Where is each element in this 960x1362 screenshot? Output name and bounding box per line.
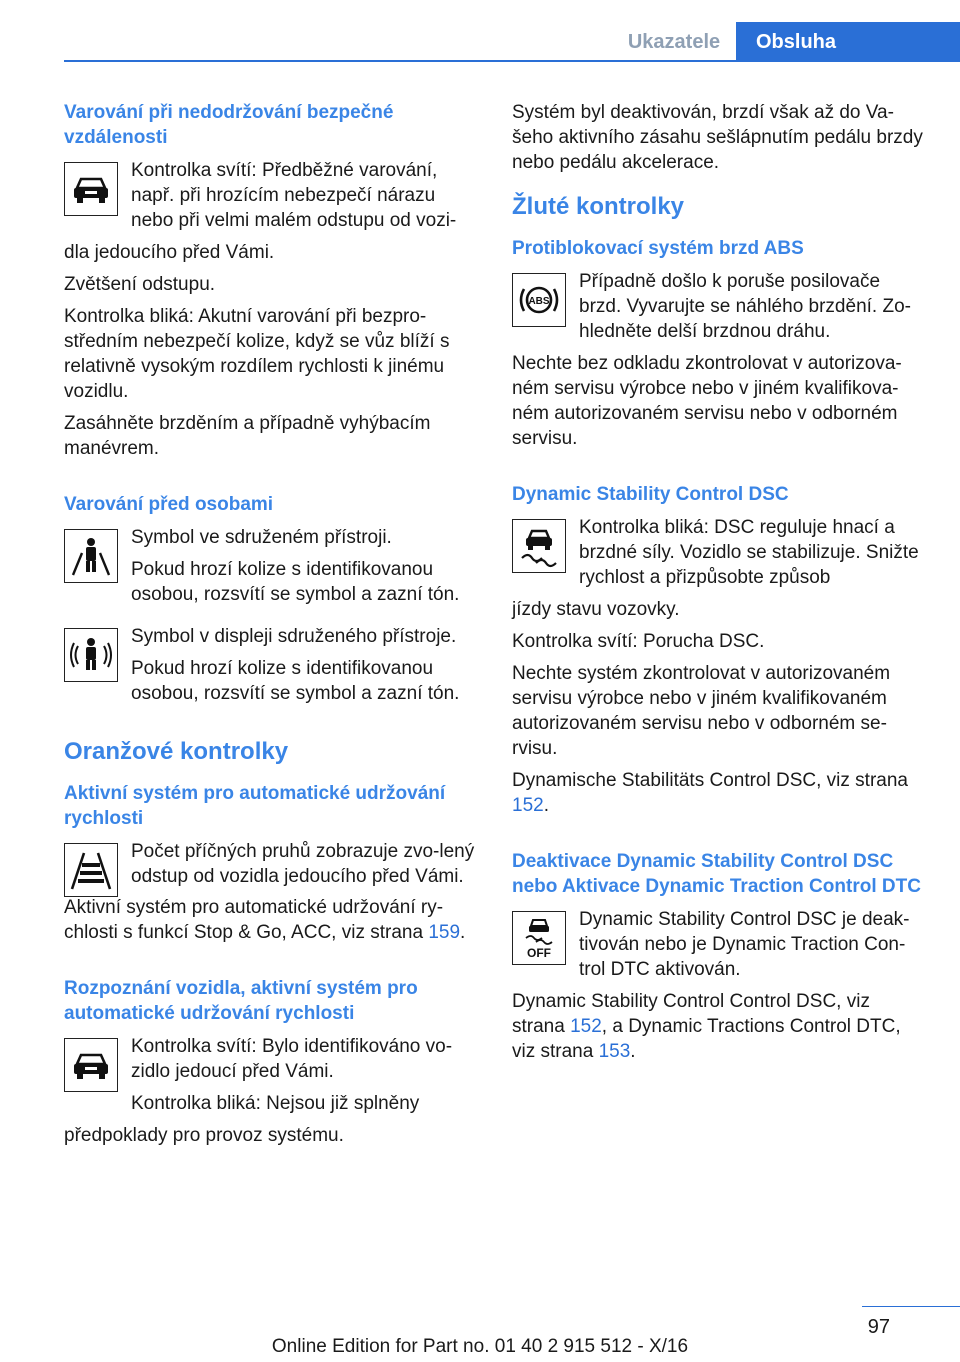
page-link[interactable]: 159 <box>428 922 461 943</box>
paragraph: Dynamische Stabilitäts Control DSC, viz strana 152. <box>512 770 908 816</box>
paragraph: dla jedoucího před Vámi. <box>64 242 275 263</box>
paragraph: jízdy stavu vozovky. <box>512 599 680 620</box>
pedestrian-sound-icon <box>64 628 118 682</box>
paragraph: Kontrolka bliká: DSC reguluje hnací a brzdné síly. Vozidlo se stabilizuje. Snižte rychlost a přizpůsobte způsob <box>579 517 919 588</box>
dsc-off-icon <box>512 911 566 965</box>
section-heading-distance-warning: Varování při nedodržování bezpečné vzdálenosti <box>64 102 394 148</box>
icon-block-acc <box>64 839 478 895</box>
section-heading-yellow-lights: Žluté kontrolky <box>512 193 685 220</box>
paragraph: předpoklady pro provoz systému. <box>64 1125 344 1146</box>
paragraph: Dynamic Stability Control DSC je deak‐tivován nebo je Dynamic Traction Con‐trol DTC aktivován. <box>579 909 910 980</box>
icon-block-vehicle-detection <box>64 1034 478 1116</box>
tab-ukazatele[interactable]: Ukazatele <box>627 30 721 53</box>
page-link[interactable]: 152 <box>570 1016 602 1037</box>
page-link[interactable]: 153 <box>598 1041 631 1062</box>
paragraph: Symbol ve sdruženém přístroji. <box>131 527 392 548</box>
paragraph: Kontrolka svítí: Předběžné varování, např. při hrozícím nebezpečí nárazu nebo při velmi malém odstupu od vozi‐ <box>131 160 457 231</box>
paragraph: Počet příčných pruhů zobrazuje zvo‐lený odstup od vozidla jedoucího před Vámi. <box>131 841 475 887</box>
paragraph: Systém byl deaktivován, brzdí však až do Va‐šeho aktivního zásahu sešlápnutím pedálu brzdy nebo pedálu akcelerace. <box>512 102 923 173</box>
header-rule <box>64 60 960 62</box>
svg-text:ABS: ABS <box>528 296 550 307</box>
icon-block-dsc-off <box>512 907 926 982</box>
section-heading-pedestrian-warning: Varování před osobami <box>64 494 274 515</box>
icon-block-pedestrian-display <box>64 624 478 706</box>
icon-block-abs <box>512 269 926 344</box>
edition-line: Online Edition for Part no. 01 40 2 915 512 - X/16 <box>271 1336 689 1357</box>
pedestrian-warning-icon <box>64 529 118 583</box>
paragraph: Kontrolka svítí: Bylo identifikováno vo‐zidlo jedoucí před Vámi. <box>131 1036 453 1082</box>
paragraph: Nechte bez odkladu zkontrolovat v autorizova‐ném servisu výrobce nebo v jiném kvalifikova‐ném autorizovaném servisu nebo v odborném servisu. <box>512 353 902 449</box>
distance-bars-icon <box>64 843 118 897</box>
off-label: OFF <box>527 946 551 960</box>
paragraph: Případně došlo k poruše posilovače brzd. Vyvarujte se náhlého brzdění. Zo‐hledněte delší brzdnou dráhu. <box>579 271 911 342</box>
section-heading-orange-lights: Oranžové kontrolky <box>64 738 289 765</box>
page-link[interactable]: 152 <box>512 795 544 816</box>
paragraph: Dynamic Stability Control Control DSC, viz strana 152, a Dynamic Tractions Control DTC, viz strana 153. <box>512 991 901 1062</box>
paragraph: Kontrolka bliká: Nejsou již splněny <box>131 1093 420 1114</box>
car-front-icon <box>64 162 118 216</box>
paragraph: Symbol v displeji sdruženého přístroje. <box>131 626 457 647</box>
paragraph: Zasáhněte brzděním a případně vyhýbacím manévrem. <box>64 413 431 459</box>
page-number: 97 <box>867 1316 890 1338</box>
icon-block-distance <box>64 158 478 233</box>
section-heading-dsc-off: Deaktivace Dynamic Stability Control DSC nebo Aktivace Dynamic Traction Control DTC <box>512 851 921 897</box>
paragraph: Kontrolka bliká: Akutní varování při bezpro‐středním nebezpečí kolize, když se vůz blíží s relativně vysokým rozdílem rychlosti k jinému vozidlu. <box>64 306 450 402</box>
paragraph: Zvětšení odstupu. <box>64 274 216 295</box>
section-heading-dsc: Dynamic Stability Control DSC <box>512 484 789 505</box>
right-column <box>512 100 926 1071</box>
section-heading-vehicle-detection: Rozpoznání vozidla, aktivní systém pro automatické udržování rychlosti <box>64 978 418 1024</box>
footer-rule <box>862 1306 960 1307</box>
paragraph: Kontrolka svítí: Porucha DSC. <box>512 631 765 652</box>
icon-block-dsc <box>512 515 926 590</box>
paragraph: Pokud hrozí kolize s identifikovanou osobou, rozsvítí se symbol a zazní tón. <box>131 658 460 704</box>
dsc-icon <box>512 519 566 573</box>
paragraph: Aktivní systém pro automatické udržování ry‐chlosti s funkcí Stop & Go, ACC, viz strana 159. <box>64 897 466 943</box>
car-front-icon <box>64 1038 118 1092</box>
tab-obsluha[interactable]: Obsluha <box>736 22 960 62</box>
paragraph: Nechte systém zkontrolovat v autorizovaném servisu výrobce nebo v jiném kvalifikovaném autorizovaném servisu nebo v odborném se‐rvisu. <box>512 663 891 759</box>
paragraph: Pokud hrozí kolize s identifikovanou osobou, rozsvítí se symbol a zazní tón. <box>131 559 460 605</box>
left-column <box>64 100 478 1155</box>
section-heading-abs: Protiblokovací systém brzd ABS <box>512 238 804 259</box>
section-heading-acc: Aktivní systém pro automatické udržování rychlosti <box>64 783 446 829</box>
icon-block-pedestrian <box>64 525 478 607</box>
abs-icon <box>512 273 566 327</box>
